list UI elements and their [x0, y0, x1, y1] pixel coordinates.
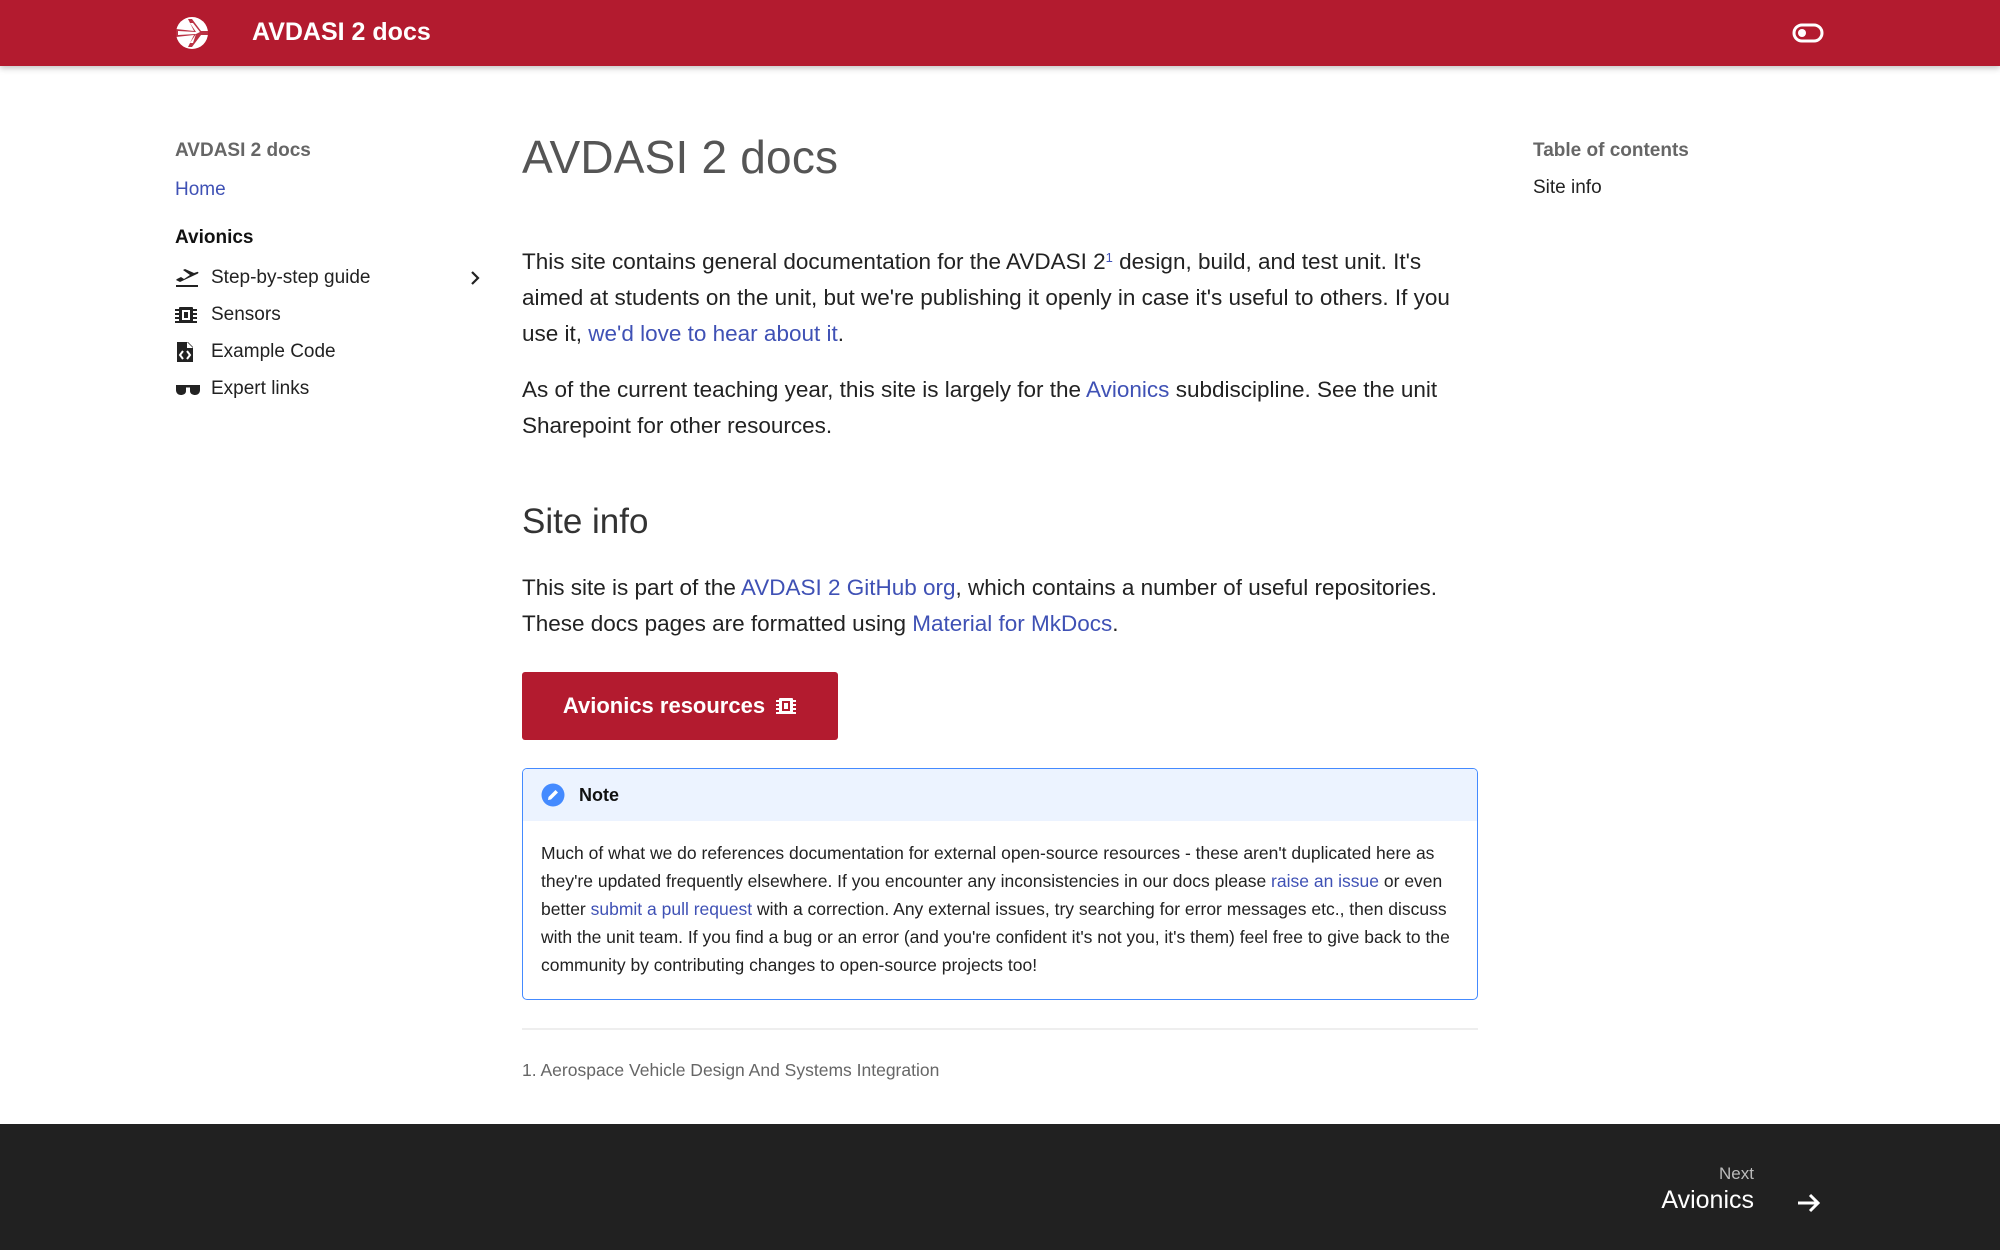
intro-paragraph — [522, 244, 1478, 352]
main-content — [522, 130, 1478, 1081]
file-code-icon — [175, 341, 201, 363]
chevron-right-icon[interactable] — [465, 268, 485, 288]
footnote-item: 1. Aerospace Vehicle Design And Systems Integration — [522, 1060, 940, 1080]
feedback-link[interactable]: we'd love to hear about it — [588, 321, 838, 346]
footnote-ref[interactable]: 1 — [1105, 250, 1113, 265]
sidebar-item-expert-links[interactable] — [175, 370, 475, 407]
arrow-right-icon — [1794, 1188, 1824, 1218]
subdiscipline-paragraph — [522, 372, 1478, 444]
note-text-c: with a correction. Any external issues, try searching for error messages etc., then discuss with the unit team. If you find a bug or an error (and you're confident it's not you, it's them) feel free to give back to the community by contributing changes to open-source projects too! — [541, 899, 1450, 975]
github-org-link[interactable]: AVDASI 2 GitHub org — [740, 575, 956, 600]
site-info-text-b: , which contains a number of useful repositories. These docs pages are formatted using — [522, 575, 1438, 636]
plane-logo-icon[interactable] — [174, 15, 210, 51]
pull-request-link[interactable]: submit a pull request — [590, 899, 753, 919]
mkdocs-link[interactable]: Material for MkDocs — [912, 611, 1113, 636]
site-info-text-end: . — [1112, 611, 1119, 636]
page-title: AVDASI 2 docs — [522, 131, 839, 183]
subdiscipline-text-a: As of the current teaching year, this site is largely for the — [522, 377, 1087, 402]
note-text-a: Much of what we do references documentation for external open-source resources - these aren't duplicated here as they're updated frequently elsewhere. If you encounter any inconsistencies in our docs please — [541, 843, 1435, 891]
next-page-link[interactable] — [1624, 1164, 1824, 1224]
chip-icon — [175, 304, 201, 326]
sidebar-section-avionics[interactable]: Avionics — [175, 227, 254, 248]
page-footer — [0, 1124, 2000, 1250]
next-title: Avionics — [1661, 1186, 1754, 1214]
site-info-paragraph — [522, 570, 1478, 642]
airplane-takeoff-icon — [175, 267, 201, 289]
sidebar-item-example-code[interactable] — [175, 333, 475, 370]
next-label: Next — [1719, 1164, 1754, 1183]
sidebar-item-label: Step-by-step guide — [211, 266, 371, 288]
note-body — [523, 821, 1477, 999]
avionics-resources-label: Avionics resources — [562, 693, 766, 718]
sidebar-items — [175, 259, 475, 407]
intro-text-end: . — [837, 321, 845, 346]
note-text-b: or even better — [541, 871, 1443, 919]
pencil-icon — [541, 783, 565, 807]
raise-issue-link[interactable]: raise an issue — [1271, 871, 1380, 891]
note-header — [523, 769, 1477, 821]
table-of-contents — [1533, 140, 1833, 199]
header-title[interactable]: AVDASI 2 docs — [252, 18, 431, 46]
sunglasses-icon — [175, 378, 201, 400]
sidebar-item-label: Example Code — [211, 340, 336, 362]
sidebar-site-title: AVDASI 2 docs — [175, 140, 311, 161]
site-info-heading: Site info — [522, 502, 649, 541]
top-header — [0, 0, 2000, 66]
sidebar-item-sensors[interactable] — [175, 296, 475, 333]
sidebar-nav — [175, 140, 475, 407]
note-title: Note — [579, 784, 619, 805]
sidebar-item-home[interactable]: Home — [175, 179, 226, 200]
sidebar-item-label: Expert links — [211, 377, 310, 399]
footnotes — [522, 1028, 1478, 1081]
intro-text-a: This site contains general documentation for the AVDASI 2 — [522, 249, 1106, 274]
avionics-resources-button[interactable] — [522, 672, 838, 740]
note-admonition — [522, 768, 1478, 1000]
toggle-theme-icon[interactable] — [1792, 22, 1824, 44]
subdiscipline-text-b: subdiscipline. See the unit Sharepoint for other resources. — [522, 377, 1438, 438]
toc-item-site-info[interactable]: Site info — [1533, 177, 1602, 198]
intro-text-b: design, build, and test unit. It's aimed at students on the unit, but we're publishing it openly in case it's useful to others. If you use it, — [522, 249, 1450, 346]
sidebar-item-label: Sensors — [211, 303, 281, 325]
site-info-text-a: This site is part of the — [522, 575, 741, 600]
sidebar-item-step-by-step-guide[interactable] — [175, 259, 475, 296]
avionics-link[interactable]: Avionics — [1086, 377, 1170, 402]
chip-icon — [775, 696, 797, 716]
toc-title: Table of contents — [1533, 140, 1689, 161]
